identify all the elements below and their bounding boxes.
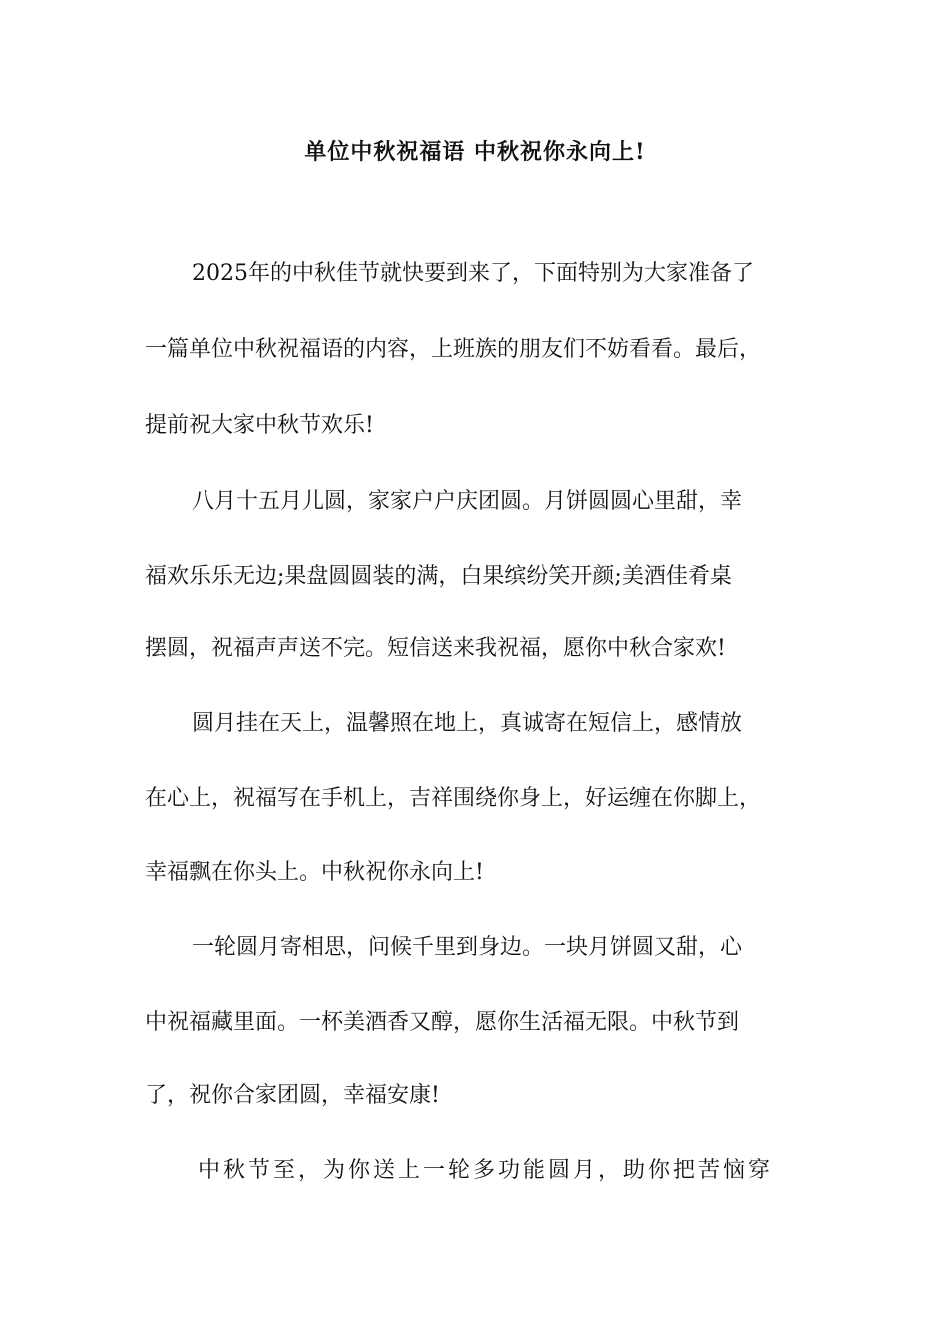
paragraph-line: 圆月挂在天上，温馨照在地上，真诚寄在短信上，感情放 — [192, 711, 743, 736]
paragraph-line: 中祝福藏里面。一杯美酒香又醇，愿你生活福无限。中秋节到 — [145, 1010, 740, 1035]
paragraph-line: 幸福飘在你头上。中秋祝你永向上! — [145, 860, 484, 885]
document-title: 单位中秋祝福语 中秋祝你永向上! — [304, 139, 646, 165]
paragraph-line: 八月十五月儿圆，家家户户庆团圆。月饼圆圆心里甜，幸 — [192, 489, 743, 514]
paragraph-line: 提前祝大家中秋节欢乐! — [145, 413, 374, 438]
paragraph-line: 福欢乐乐无边;果盘圆圆装的满，白果缤纷笑开颜;美酒佳肴桌 — [145, 564, 732, 589]
paragraph-line: 在心上，祝福写在手机上，吉祥围绕你身上，好运缠在你脚上， — [145, 786, 762, 811]
paragraph-line: 2025年的中秋佳节就快要到来了，下面特别为大家准备了 — [192, 261, 754, 286]
paragraph-line: 摆圆，祝福声声送不完。短信送来我祝福，愿你中秋合家欢! — [145, 636, 726, 661]
paragraph-line: 中秋节至，为你送上一轮多功能圆月，助你把苦恼穿 — [198, 1158, 774, 1183]
paragraph-line: 一轮圆月寄相思，问候千里到身边。一块月饼圆又甜，心 — [192, 935, 743, 960]
paragraph-line: 一篇单位中秋祝福语的内容，上班族的朋友们不妨看看。最后， — [145, 337, 762, 362]
paragraph-line: 了，祝你合家团圆，幸福安康! — [145, 1083, 440, 1108]
